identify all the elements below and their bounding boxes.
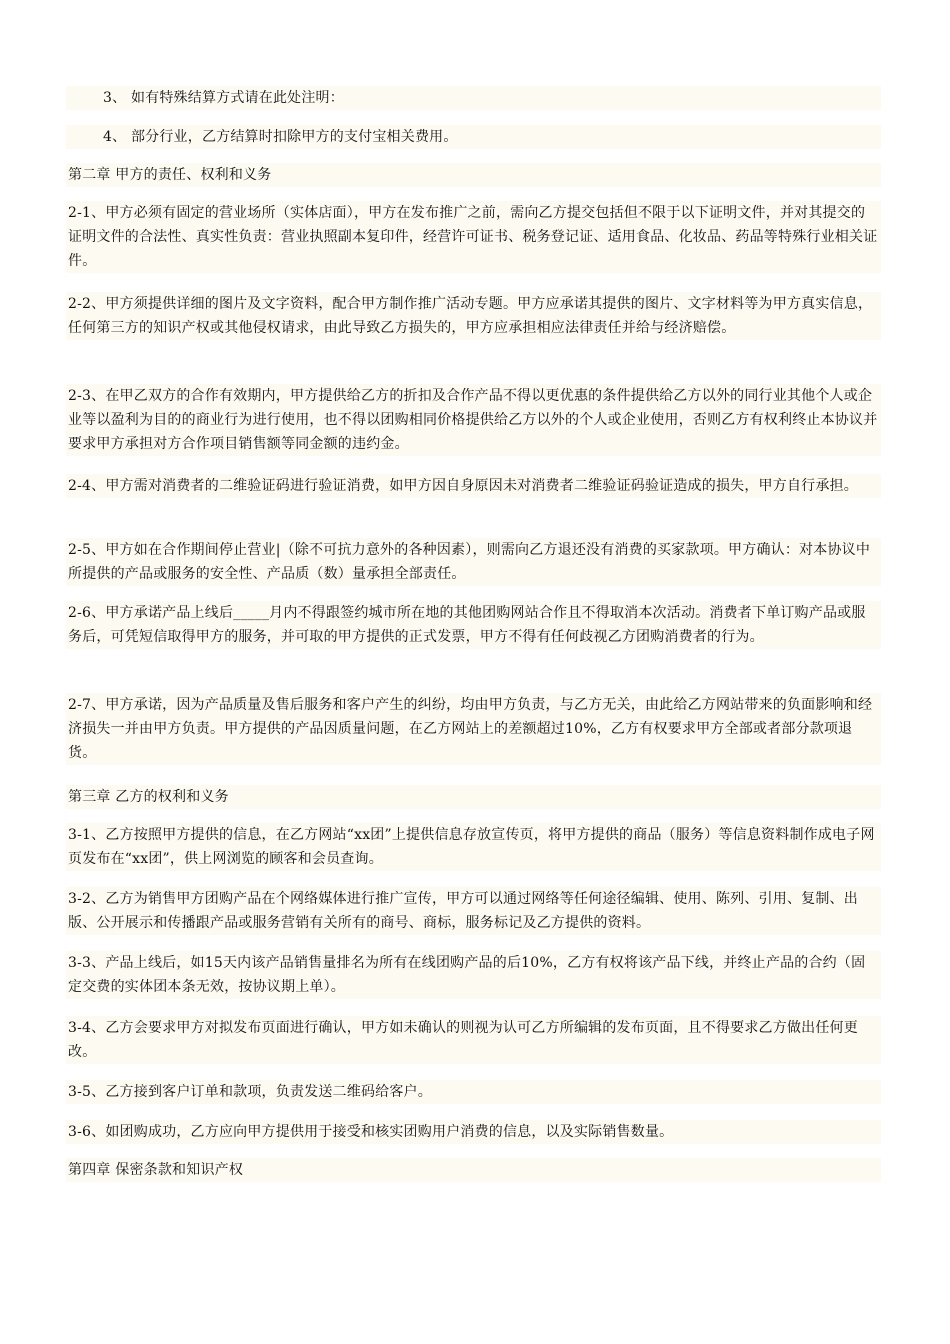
clause-2-4: 2-4、甲方需对消费者的二维验证码进行验证消费，如甲方因自身原因未对消费者二维验证码验证造成的损失，甲方自行承担。 <box>66 474 881 498</box>
clause-2-5: 2-5、甲方如在合作期间停止营业|（除不可抗力意外的各种因素），则需向乙方退还没有消费的买家款项。甲方确认：对本协议中所提供的产品或服务的安全性、产品质（数）量承担全部责任。 <box>66 538 881 586</box>
item-3: 3、 如有特殊结算方式请在此处注明： <box>66 86 881 110</box>
chapter-2-title: 第二章 甲方的责任、权利和义务 <box>66 163 881 187</box>
chapter-4-title: 第四章 保密条款和知识产权 <box>66 1158 881 1182</box>
clause-3-4: 3-4、乙方会要求甲方对拟发布页面进行确认，甲方如未确认的则视为认可乙方所编辑的发布页面，且不得要求乙方做出任何更改。 <box>66 1016 881 1064</box>
clause-3-1: 3-1、乙方按照甲方提供的信息，在乙方网站“xx团”上提供信息存放宣传页，将甲方提供的商品（服务）等信息资料制作成电子网页发布在“xx团”，供上网浏览的顾客和会员查询。 <box>66 823 881 871</box>
clause-3-6: 3-6、如团购成功，乙方应向甲方提供用于接受和核实团购用户消费的信息，以及实际销售数量。 <box>66 1120 881 1144</box>
clause-3-2: 3-2、乙方为销售甲方团购产品在个网络媒体进行推广宣传，甲方可以通过网络等任何途径编辑、使用、陈列、引用、复制、出版、公开展示和传播跟产品或服务营销有关所有的商号、商标，服务标记及乙方提供的资料。 <box>66 887 881 935</box>
chapter-3-title: 第三章 乙方的权利和义务 <box>66 785 881 809</box>
item-4: 4、 部分行业，乙方结算时扣除甲方的支付宝相关费用。 <box>66 125 881 149</box>
clause-3-3: 3-3、产品上线后，如15天内该产品销售量排名为所有在线团购产品的后10%，乙方有权将该产品下线，并终止产品的合约（固定交费的实体团本条无效，按协议期上单）。 <box>66 951 881 999</box>
clause-3-5: 3-5、乙方接到客户订单和款项，负责发送二维码给客户。 <box>66 1080 881 1104</box>
clause-2-1: 2-1、甲方必须有固定的营业场所（实体店面），甲方在发布推广之前，需向乙方提交包括但不限于以下证明文件，并对其提交的证明文件的合法性、真实性负责：营业执照副本复印件，经营许可证书、税务登记证、适用食品、化妆品、药品等特殊行业相关证件。 <box>66 201 881 273</box>
clause-2-7: 2-7、甲方承诺，因为产品质量及售后服务和客户产生的纠纷，均由甲方负责，与乙方无关，由此给乙方网站带来的负面影响和经济损失一并由甲方负责。甲方提供的产品因质量问题，在乙方网站上的差额超过10%，乙方有权要求甲方全部或者部分款项退货。 <box>66 693 881 765</box>
clause-2-3: 2-3、在甲乙双方的合作有效期内，甲方提供给乙方的折扣及合作产品不得以更优惠的条件提供给乙方以外的同行业其他个人或企业等以盈利为目的的商业行为进行使用，也不得以团购相同价格提供给乙方以外的个人或企业使用，否则乙方有权利终止本协议并要求甲方承担对方合作项目销售额等同金额的违约金。 <box>66 384 881 456</box>
clause-2-6: 2-6、甲方承诺产品上线后_____月内不得跟签约城市所在地的其他团购网站合作且不得取消本次活动。消费者下单订购产品或服务后，可凭短信取得甲方的服务，并可取的甲方提供的正式发票，甲方不得有任何歧视乙方团购消费者的行为。 <box>66 601 881 649</box>
clause-2-2: 2-2、甲方须提供详细的图片及文字资料，配合甲方制作推广活动专题。甲方应承诺其提供的图片、文字材料等为甲方真实信息，任何第三方的知识产权或其他侵权请求，由此导致乙方损失的，甲方应承担相应法律责任并给与经济赔偿。 <box>66 292 881 340</box>
